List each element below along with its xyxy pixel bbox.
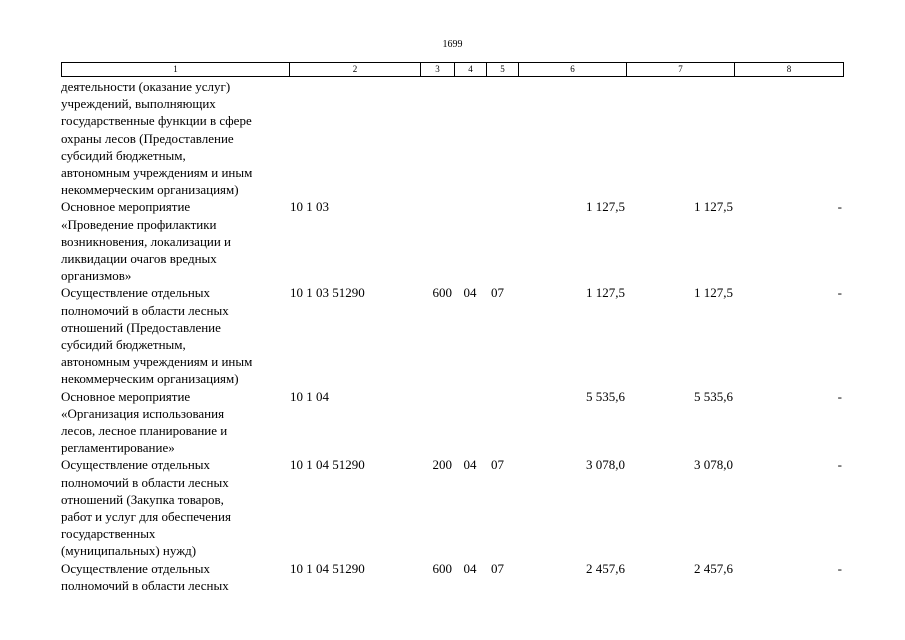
column-header-2: 2 (290, 63, 421, 77)
row-code: 10 1 03 (290, 199, 329, 215)
column-header-3: 3 (421, 63, 455, 77)
table-row (61, 284, 843, 387)
table-row (61, 198, 843, 284)
row-expense-type: 600 (432, 285, 452, 301)
column-header-7: 7 (627, 63, 735, 77)
row-subsection (486, 198, 518, 284)
row-amount-2: 2 457,6 (694, 560, 733, 576)
row-amount-3: - (837, 199, 842, 215)
table-row (61, 456, 843, 559)
row-section: 04 (463, 560, 477, 576)
row-subsection: 07 (491, 457, 504, 473)
page-number: 1699 (442, 39, 463, 50)
row-amount-2 (626, 78, 734, 198)
row-section (454, 198, 486, 284)
row-code (289, 78, 420, 198)
table-row (61, 388, 843, 457)
row-subsection: 07 (491, 285, 504, 301)
table-row (61, 560, 843, 594)
row-name: Основное мероприятие «Организация использования лесов, лесное планирование и регламентирование» (61, 388, 228, 456)
row-subsection: 07 (491, 560, 504, 576)
column-header-8: 8 (735, 63, 844, 77)
row-amount-1: 3 078,0 (586, 457, 625, 473)
row-section (454, 388, 486, 457)
row-code: 10 1 03 51290 (290, 285, 365, 301)
row-code: 10 1 04 (290, 388, 329, 404)
row-section: 04 (463, 285, 477, 301)
row-code: 10 1 04 51290 (290, 560, 365, 576)
row-expense-type (420, 78, 454, 198)
column-header-5: 5 (487, 63, 519, 77)
row-expense-type (420, 198, 454, 284)
row-amount-3: - (837, 388, 842, 404)
row-name: Осуществление отдельных полномочий в области лесных отношений (Закупка товаров, работ и услуг для обеспечения государственных (муниципальных) нужд) (61, 457, 231, 559)
row-amount-1 (518, 78, 626, 198)
row-name: Осуществление отдельных полномочий в области лесных отношений (Предоставление субсидий бюджетным, автономным учреждениям и иным некоммерческим организациям) (61, 285, 253, 387)
row-amount-2: 3 078,0 (694, 457, 733, 473)
row-amount-1: 1 127,5 (586, 285, 625, 301)
row-amount-3 (734, 78, 843, 198)
row-expense-type (420, 388, 454, 457)
row-amount-1: 1 127,5 (586, 199, 625, 215)
column-header-6: 6 (519, 63, 627, 77)
row-section: 04 (463, 457, 477, 473)
row-amount-3: - (837, 285, 842, 301)
row-amount-2: 5 535,6 (694, 388, 733, 404)
row-name: Осуществление отдельных полномочий в области лесных (61, 560, 229, 593)
row-amount-2: 1 127,5 (694, 199, 733, 215)
column-number-header (61, 62, 844, 77)
row-name: Основное мероприятие «Проведение профилактики возникновения, локализации и ликвидации очагов вредных организмов» (61, 199, 232, 284)
column-header-1: 1 (62, 63, 290, 77)
row-code: 10 1 04 51290 (290, 457, 365, 473)
row-name: деятельности (оказание услуг) учреждений, выполняющих государственные функции в сфере охраны лесов (Предоставление субсидий бюджетным, автономным учреждениям и иным некоммерческим организациям) (61, 79, 253, 198)
row-amount-1: 2 457,6 (586, 560, 625, 576)
row-expense-type: 600 (432, 560, 452, 576)
row-amount-2: 1 127,5 (694, 285, 733, 301)
column-header-4: 4 (455, 63, 487, 77)
row-subsection (486, 388, 518, 457)
row-section (454, 78, 486, 198)
row-expense-type: 200 (432, 457, 452, 473)
row-subsection (486, 78, 518, 198)
row-amount-1: 5 535,6 (586, 388, 625, 404)
row-amount-3: - (837, 457, 842, 473)
row-amount-3: - (837, 560, 842, 576)
table-row (61, 78, 843, 198)
budget-table (61, 78, 843, 594)
